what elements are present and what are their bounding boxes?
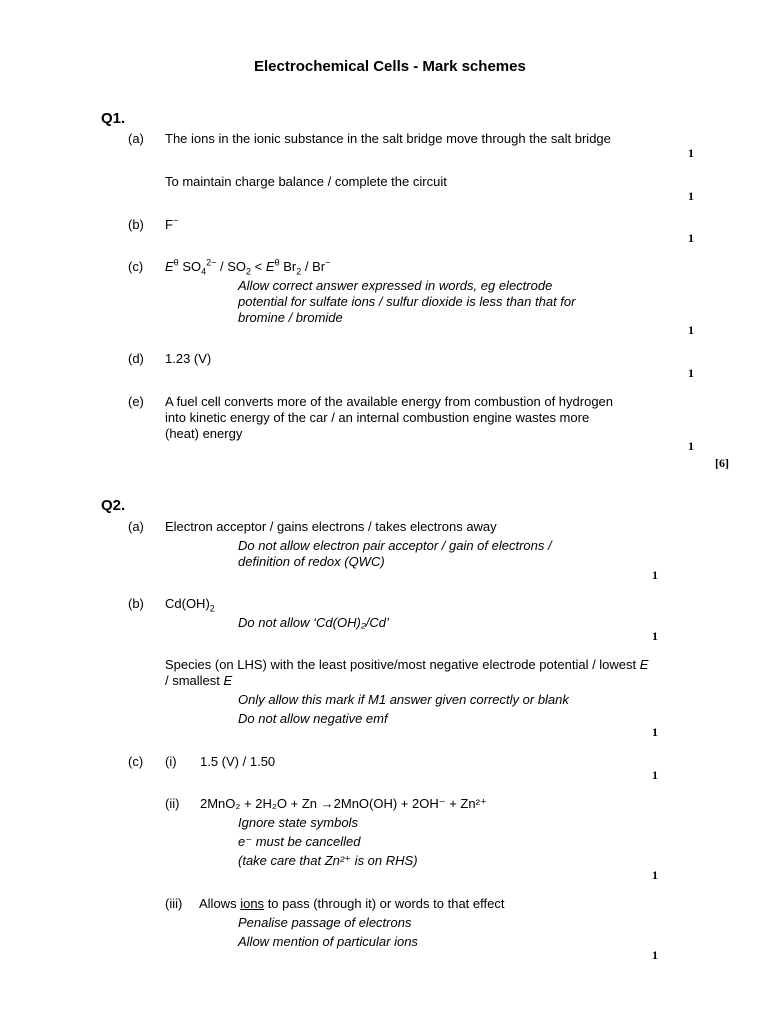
q2-b-note-2: Only allow this mark if M1 answer given correctly or blank bbox=[238, 692, 569, 707]
q2-c-iii-label: (iii) bbox=[165, 896, 183, 911]
q2-c-ii-note-3: (take care that Zn²⁺ is on RHS) bbox=[238, 853, 418, 868]
q1-e-label: (e) bbox=[128, 394, 144, 409]
q2-b-note-3: Do not allow negative emf bbox=[238, 711, 388, 726]
q2-c-ii-note-1: Ignore state symbols bbox=[238, 815, 358, 830]
mark-q1-e: 1 bbox=[688, 439, 694, 453]
q2-c-ii-label: (ii) bbox=[165, 796, 180, 811]
q1-total: [6] bbox=[715, 456, 729, 470]
q1-c-label: (c) bbox=[128, 259, 144, 274]
q1-b-answer: F− bbox=[165, 215, 179, 232]
q2-b-species-line-1: Species (on LHS) with the least positive/most negative electrode potential / lowest E bbox=[165, 657, 649, 672]
q2-c-iii-note-2: Allow mention of particular ions bbox=[238, 934, 418, 949]
q2-b-species-line-2: / smallest E bbox=[165, 673, 233, 688]
q2-a-label: (a) bbox=[128, 519, 144, 534]
q2-c-i-answer: 1.5 (V) / 1.50 bbox=[200, 754, 276, 769]
q1-a-answer: The ions in the ionic substance in the salt bridge move through the salt bridge bbox=[165, 131, 611, 146]
q1-c-note-3: bromine / bromide bbox=[238, 310, 343, 325]
q1-d-label: (d) bbox=[128, 351, 144, 366]
mark-q1-a1: 1 bbox=[688, 146, 694, 160]
mark-q2-a: 1 bbox=[652, 568, 658, 582]
q1-e-line-2: into kinetic energy of the car / an internal combustion engine wastes more bbox=[165, 410, 590, 425]
q1-c-note-2: potential for sulfate ions / sulfur dioxide is less than that for bbox=[238, 294, 576, 309]
q2-a-note-2: definition of redox (QWC) bbox=[238, 554, 385, 569]
q1-d-answer: 1.23 (V) bbox=[165, 351, 212, 366]
q2-b-note: Do not allow ‘Cd(OH)₂/Cd’ bbox=[238, 615, 389, 630]
q1-a-answer-2: To maintain charge balance / complete the circuit bbox=[165, 174, 447, 189]
q2-a-answer: Electron acceptor / gains electrons / takes electrons away bbox=[165, 519, 497, 534]
q1-a-label: (a) bbox=[128, 131, 144, 146]
mark-q1-a2: 1 bbox=[688, 189, 694, 203]
q1-heading: Q1. bbox=[101, 110, 126, 127]
q1-e-line-1: A fuel cell converts more of the available energy from combustion of hydrogen bbox=[165, 394, 614, 409]
mark-q2-c-i: 1 bbox=[652, 768, 658, 782]
q2-c-ii-equation: 2MnO₂ + 2H₂O + Zn →2MnO(OH) + 2OH⁻ + Zn²⁺ bbox=[200, 796, 487, 811]
mark-q1-b: 1 bbox=[688, 231, 694, 245]
q2-c-iii-note-1: Penalise passage of electrons bbox=[238, 915, 412, 930]
q2-b-label: (b) bbox=[128, 596, 144, 611]
q2-a-note-1: Do not allow electron pair acceptor / gain of electrons / bbox=[238, 538, 552, 553]
q1-b-label: (b) bbox=[128, 217, 144, 232]
mark-q2-c-iii: 1 bbox=[652, 948, 658, 962]
mark-q2-c-ii: 1 bbox=[652, 868, 658, 882]
q2-heading: Q2. bbox=[101, 497, 126, 514]
mark-q1-c: 1 bbox=[688, 323, 694, 337]
mark-q2-b1: 1 bbox=[652, 629, 658, 643]
q2-c-iii-answer: Allows ions to pass (through it) or words to that effect bbox=[199, 896, 505, 911]
q2-b-answer: $Cd(OH)_2$ bbox=[165, 596, 215, 614]
q2-c-label: (c) bbox=[128, 754, 144, 769]
mark-q2-b2: 1 bbox=[652, 725, 658, 739]
q1-c-note-1: Allow correct answer expressed in words, eg electrode bbox=[238, 278, 553, 293]
q1-e-line-3: (heat) energy bbox=[165, 426, 243, 441]
q1-c-answer: $E^\theta$ $SO_4^{2-} / SO_2 < E^\theta$ $Br_2 / Br^-$ bbox=[165, 257, 331, 277]
q2-c-ii-note-2: e⁻ must be cancelled bbox=[238, 834, 361, 849]
q2-c-i-label: (i) bbox=[165, 754, 177, 769]
page-title: Electrochemical Cells - Mark schemes bbox=[254, 58, 526, 75]
mark-q1-d: 1 bbox=[688, 366, 694, 380]
